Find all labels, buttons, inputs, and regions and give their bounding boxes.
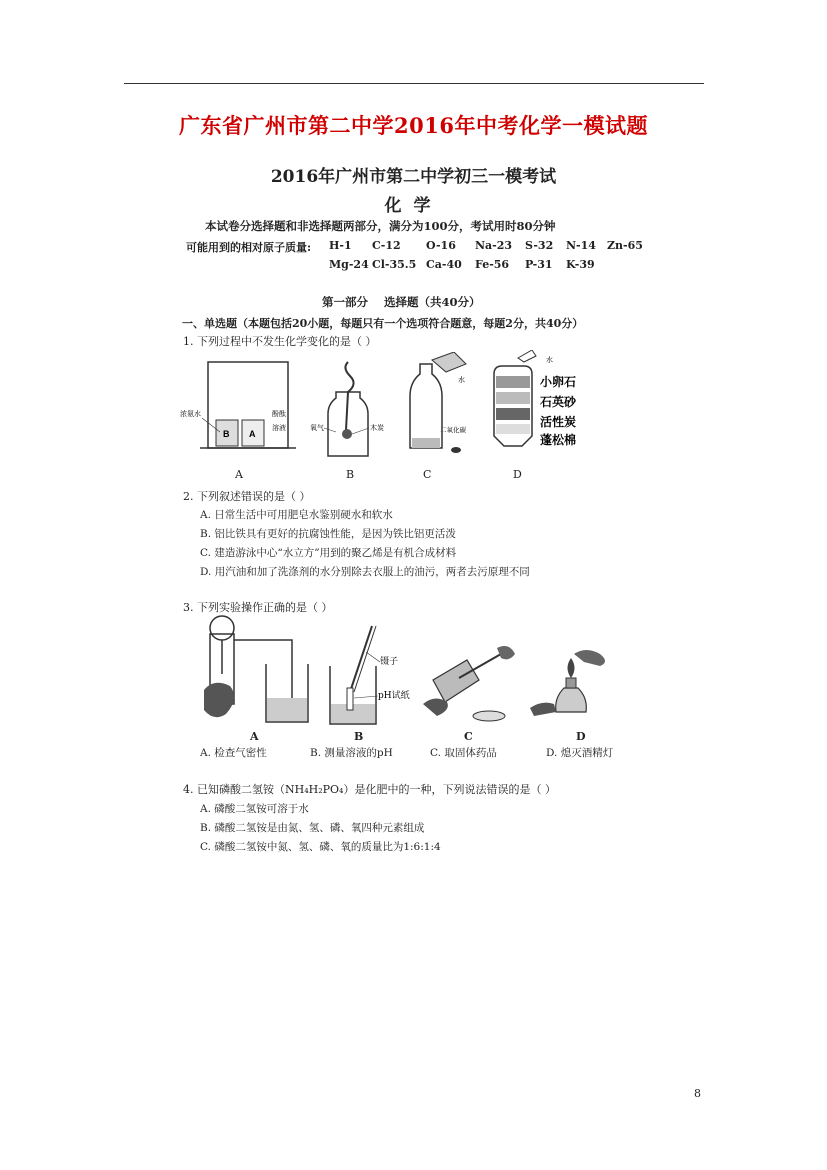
- a-box1-label: B: [223, 429, 230, 439]
- q3-option: D. 熄灭酒精灯: [546, 747, 614, 759]
- atomic-mass-item: Ca-40: [426, 258, 462, 271]
- q3-letter: D: [576, 730, 586, 743]
- atomic-mass-item: C-12: [372, 239, 401, 252]
- atomic-mass-item: Cl-35.5: [372, 258, 417, 271]
- question-1-stem: 1. 下列过程中不发生化学变化的是（ ）: [183, 335, 377, 348]
- q3-figure-a: [196, 614, 314, 728]
- q1-option-label: B: [346, 468, 355, 481]
- q4-option: C. 磷酸二氢铵中氮、氢、磷、氧的质量比为1:6:1:4: [200, 841, 441, 853]
- q3-option: C. 取固体药品: [430, 747, 497, 759]
- q3-letter: A: [250, 730, 259, 743]
- q4-option: B. 磷酸二氢铵是由氮、氢、磷、氧四种元素组成: [200, 822, 425, 834]
- question-2-stem: 2. 下列叙述错误的是（ ）: [183, 490, 311, 503]
- page-number: 8: [694, 1087, 701, 1100]
- ph-paper-label: pH试纸: [378, 691, 410, 701]
- d-layer4-label: 蓬松棉: [540, 433, 577, 447]
- d-layer1-label: 小卵石: [540, 375, 577, 389]
- q1-figure-c: [398, 352, 488, 464]
- q1-option-label: D: [513, 468, 522, 481]
- part-title: 第一部分 选择题（共40分）: [322, 295, 481, 309]
- q1-option-label: A: [235, 468, 243, 481]
- q3-figure-b: [322, 622, 430, 728]
- b-left-label: 氧气: [310, 424, 324, 432]
- header-rule: [124, 83, 704, 84]
- question-3-stem: 3. 下列实验操作正确的是（ ）: [183, 601, 333, 614]
- q2-option: C. 建造游泳中心“水立方”用到的聚乙烯是有机合成材料: [200, 547, 457, 559]
- q1-figure-a: [180, 352, 300, 464]
- a-left-label: 浓氨水: [180, 410, 201, 418]
- a-box2-label: A: [249, 429, 256, 439]
- section-title: 一、单选题（本题包括20小题，每题只有一个选项符合题意，每题2分，共40分）: [182, 317, 584, 330]
- atomic-mass-item: H-1: [329, 239, 352, 252]
- d-water-label: 水: [546, 356, 553, 364]
- q3-figure-d: [530, 648, 620, 728]
- q1-option-label: C: [423, 468, 432, 481]
- tweezers-label: 镊子: [380, 657, 399, 667]
- document-title: 广东省广州市第二中学2016年中考化学一模试题: [179, 113, 648, 138]
- atomic-mass-item: S-32: [525, 239, 554, 252]
- q3-option: A. 检查气密性: [200, 747, 267, 759]
- a-right-label-1: 酚酞: [272, 410, 286, 418]
- atomic-mass-item: Fe-56: [475, 258, 510, 271]
- q2-option: A. 日常生活中可用肥皂水鉴别硬水和软水: [200, 509, 393, 521]
- d-layer3-label: 活性炭: [540, 415, 577, 429]
- q3-letter: B: [354, 730, 364, 743]
- q1-figure-d: [488, 350, 598, 462]
- a-right-label-2: 溶液: [272, 424, 286, 432]
- d-layer2-label: 石英砂: [540, 395, 577, 409]
- q4-option: A. 磷酸二氢铵可溶于水: [200, 803, 309, 815]
- atomic-mass-item: Na-23: [475, 239, 513, 252]
- subject-title: 化学: [384, 196, 443, 216]
- atomic-mass-item: P-31: [525, 258, 553, 271]
- atomic-mass-item: Mg-24: [329, 258, 369, 271]
- q2-option: B. 铝比铁具有更好的抗腐蚀性能，是因为铁比铝更活泼: [200, 528, 456, 540]
- atomic-mass-label: 可能用到的相对原子质量:: [186, 241, 312, 254]
- c-water-label: 水: [458, 376, 465, 384]
- instructions: 本试卷分选择题和非选择题两部分，满分为100分，考试用时80分钟: [205, 219, 556, 233]
- q1-figure-b: [302, 358, 394, 464]
- b-right-label: 木炭: [370, 424, 384, 432]
- q3-option: B. 测量溶液的pH: [310, 747, 393, 759]
- atomic-mass-item: N-14: [566, 239, 596, 252]
- q2-option: D. 用汽油和加了洗涤剂的水分别除去衣服上的油污，两者去污原理不同: [200, 566, 530, 578]
- atomic-mass-item: K-39: [566, 258, 595, 271]
- c-co2-label: 二氧化碳: [440, 426, 466, 434]
- q3-figure-c: [423, 640, 523, 730]
- exam-title: 2016年广州市第二中学初三一模考试: [270, 167, 557, 187]
- atomic-mass-item: O-16: [426, 239, 456, 252]
- question-4-stem: 4. 已知磷酸二氢铵（NH₄H₂PO₄）是化肥中的一种，下列说法错误的是（ ）: [183, 783, 556, 796]
- atomic-mass-item: Zn-65: [607, 239, 643, 252]
- q3-letter: C: [464, 730, 473, 743]
